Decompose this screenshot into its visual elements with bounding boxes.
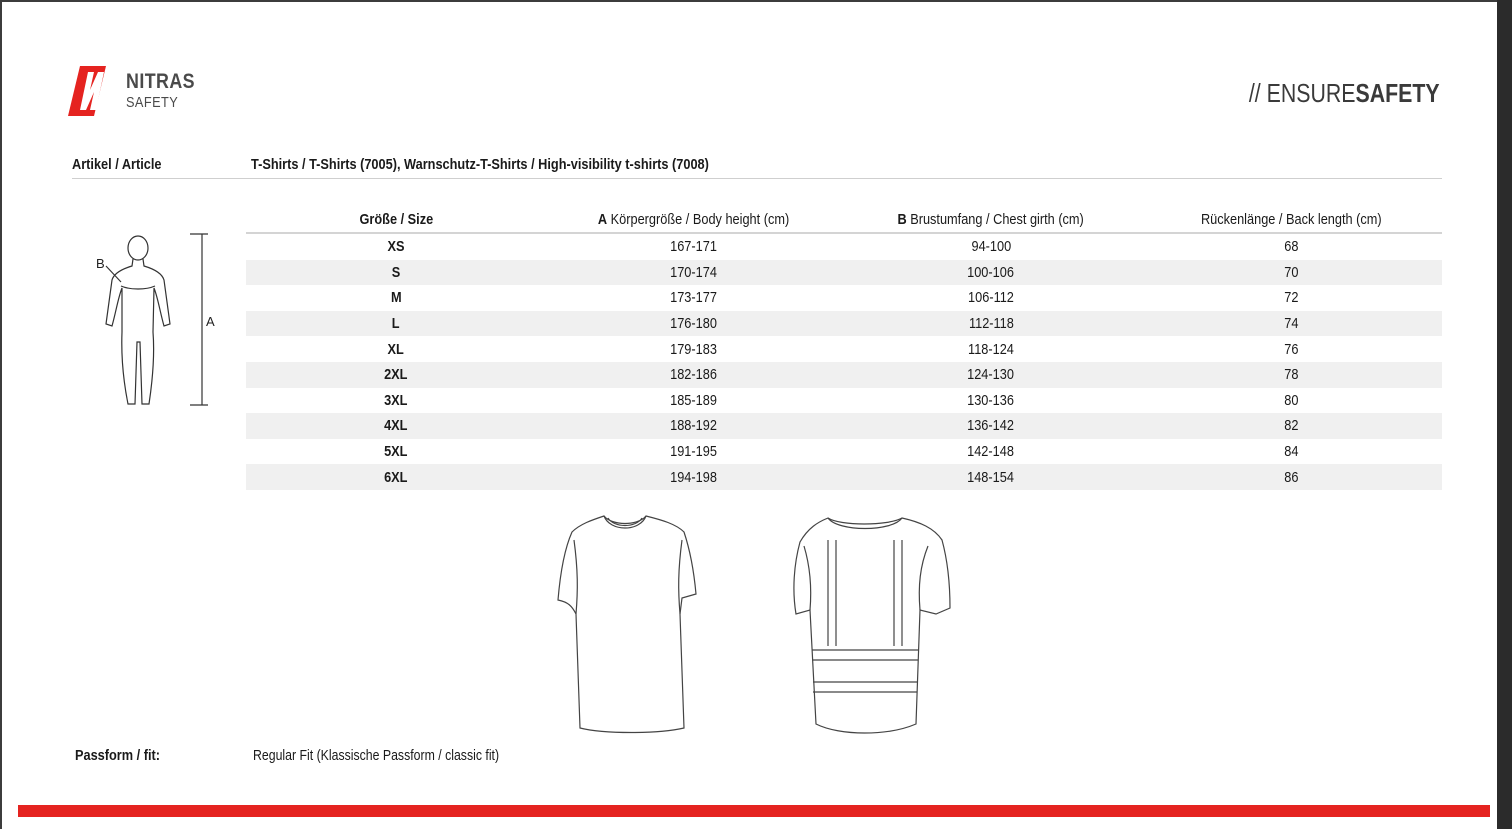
table-row: 5XL 191-195 142-148 84 <box>384 443 1299 461</box>
body-measurement-figure <box>90 228 230 413</box>
brand-sub: SAFETY <box>126 94 179 111</box>
header-back-length: Rückenlänge / Back length (cm) <box>1201 210 1382 228</box>
window-frame-top <box>0 0 1512 2</box>
figure-label-a: A <box>206 314 215 329</box>
table-row: 4XL 188-192 136-142 82 <box>246 413 1442 439</box>
table-row: 3XL 185-189 130-136 80 <box>384 391 1299 409</box>
size-table <box>246 206 1442 490</box>
fit-label: Passform / fit: <box>75 747 161 764</box>
table-header <box>246 206 1442 234</box>
tagline <box>1249 78 1440 109</box>
window-frame-left <box>0 0 2 829</box>
nitras-logo-icon <box>66 66 122 120</box>
tshirt-illustration <box>554 510 704 740</box>
brand-name: NITRAS <box>126 70 195 93</box>
header-body-height: A Körpergröße / Body height (cm) <box>597 210 790 228</box>
table-row: 6XL 194-198 148-154 86 <box>246 464 1442 490</box>
article-label: Artikel / Article <box>72 156 162 173</box>
figure-label-b: B <box>96 256 105 271</box>
table-row: L 176-180 112-118 74 <box>246 311 1442 337</box>
article-divider <box>72 178 1442 179</box>
tagline-bold: SAFETY <box>1355 78 1440 108</box>
header-chest-girth: B Brustumfang / Chest girth (cm) <box>897 210 1085 228</box>
window-frame-right <box>1497 0 1512 829</box>
table-row: M 173-177 106-112 72 <box>390 289 1299 307</box>
footer-accent-bar <box>18 805 1490 817</box>
fit-value: Regular Fit (Klassische Passform / classic fit) <box>253 747 500 764</box>
table-row: S 170-174 100-106 70 <box>246 260 1442 286</box>
table-row: XL 179-183 118-124 76 <box>387 340 1299 358</box>
table-row: 2XL 182-186 124-130 78 <box>246 362 1442 388</box>
hi-vis-tshirt-illustration <box>788 510 954 740</box>
table-row: XS 167-171 94-100 68 <box>387 238 1299 256</box>
header-size: Größe / Size <box>359 210 433 228</box>
tagline-prefix: // ENSURE <box>1249 78 1356 108</box>
article-value: T-Shirts / T-Shirts (7005), Warnschutz-T-Shirts / High-visibility t-shirts (7008) <box>251 156 709 173</box>
brand-logo <box>66 66 216 122</box>
